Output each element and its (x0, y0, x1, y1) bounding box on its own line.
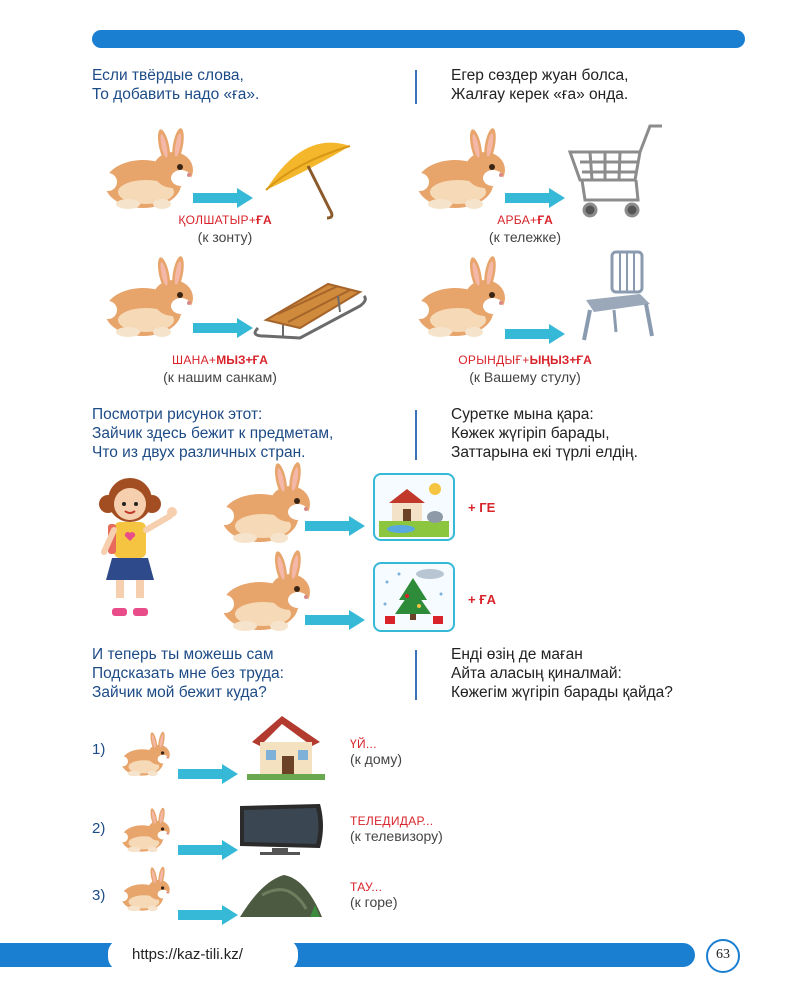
verse-2-russian: Посмотри рисунок этот: Зайчик здесь бежит к предметам, Что из двух различных стран. (92, 406, 334, 461)
arrow-icon (193, 188, 253, 208)
top-accent-bar (92, 30, 745, 48)
arrow-icon (505, 324, 565, 344)
exercise-2-caption (350, 814, 443, 844)
season-row-summer-illustration (205, 470, 375, 550)
mountain-icon (240, 875, 322, 917)
suffix: ҒА (576, 353, 592, 367)
example-sled-illustration (88, 262, 388, 352)
verse-2-kazakh: Суретке мына қара: Көжек жүгіріп барады, Заттарына екі түрлі елдің. (451, 406, 638, 461)
rabbit-icon (216, 461, 310, 543)
translation: (к тележке) (488, 229, 562, 245)
possessive-suffix: МЫЗ (216, 353, 246, 367)
house-icon (247, 716, 325, 780)
translation: (к дому) (350, 751, 403, 767)
word-stem: ШАНА+ (172, 353, 217, 367)
verse-3-kazakh: Енді өзің де маған Айта аласың қиналмай: Көжегім жүгіріп барады қайда? (451, 646, 673, 701)
exercise-1-number: 1) (92, 741, 106, 758)
verse-1-russian: Если твёрдые слова, То добавить надо «ға». (92, 67, 260, 103)
word-stem: ОРЫНДЫҒ+ (458, 353, 530, 367)
exercise-1-caption (350, 737, 402, 767)
plus-sign: + (245, 353, 253, 367)
winter-scene-card (373, 562, 455, 632)
possessive-suffix: ЫҢЫЗ (529, 353, 570, 367)
suffix: ҒА (252, 353, 268, 367)
sled-icon (255, 284, 365, 338)
column-divider (415, 70, 417, 104)
summer-scene-card (373, 473, 455, 541)
rabbit-icon (99, 127, 193, 209)
word-stem: ҚОЛШАТЫР+ (178, 213, 257, 227)
exercise-3-number: 3) (92, 887, 106, 904)
example-2-caption (450, 211, 600, 245)
suffix-ge-label: + ГЕ (468, 500, 496, 515)
suffix: ҒА (537, 213, 553, 227)
column-divider (415, 650, 417, 700)
answer-word: ТЕЛЕДИДАР... (350, 814, 434, 828)
shopping-cart-icon (570, 126, 662, 216)
answer-word: ҮЙ... (350, 737, 377, 751)
girl-illustration (92, 474, 182, 624)
rabbit-icon (99, 255, 193, 337)
example-4-caption (440, 351, 610, 385)
plus-sign: + (569, 353, 577, 367)
arrow-icon (178, 905, 238, 925)
suffix-ga-label: + ҒА (468, 592, 496, 607)
page-number: 63 (716, 947, 730, 962)
answer-word: ТАУ... (350, 880, 383, 894)
footer-url-link[interactable]: https://kaz-tili.kz/ (132, 946, 243, 963)
word-stem: АРБА+ (497, 213, 538, 227)
rabbit-icon (411, 255, 505, 337)
tv-icon (240, 804, 323, 855)
arrow-icon (193, 318, 253, 338)
christmas-tree-icon (375, 564, 453, 630)
exercise-house-illustration (112, 712, 332, 792)
exercise-tv-illustration (112, 798, 332, 868)
arrow-icon (505, 188, 565, 208)
rabbit-icon (411, 127, 505, 209)
season-row-winter-illustration (205, 558, 375, 638)
arrow-icon (305, 516, 365, 536)
rabbit-icon (118, 866, 170, 911)
footer-bar (0, 943, 695, 967)
verse-1-kazakh: Егер сөздер жуан болса, Жалғау керек «ға» онда. (451, 67, 629, 103)
exercise-2-number: 2) (92, 820, 106, 837)
translation: (к нашим санкам) (163, 369, 277, 385)
suffix: ҒА (256, 213, 272, 227)
verse-3-russian: И теперь ты можешь сам Подсказать мне без труда: Зайчик мой бежит куда? (92, 646, 284, 701)
example-1-caption (150, 211, 300, 245)
rabbit-icon (216, 549, 310, 631)
umbrella-icon (266, 143, 350, 218)
rabbit-icon (118, 731, 170, 776)
example-3-caption (135, 351, 305, 385)
chair-icon (584, 252, 652, 340)
arrow-icon (305, 610, 365, 630)
translation: (к горе) (350, 894, 398, 910)
exercise-mountain-illustration (112, 865, 332, 925)
exercise-3-caption (350, 880, 398, 910)
translation: (к зонту) (197, 229, 253, 245)
translation: (к Вашему стулу) (469, 369, 581, 385)
example-chair-illustration (400, 250, 680, 350)
summer-house-icon (375, 475, 453, 539)
column-divider (415, 410, 417, 460)
arrow-icon (178, 764, 238, 784)
rabbit-icon (118, 807, 170, 852)
arrow-icon (178, 840, 238, 860)
translation: (к телевизору) (350, 828, 443, 844)
